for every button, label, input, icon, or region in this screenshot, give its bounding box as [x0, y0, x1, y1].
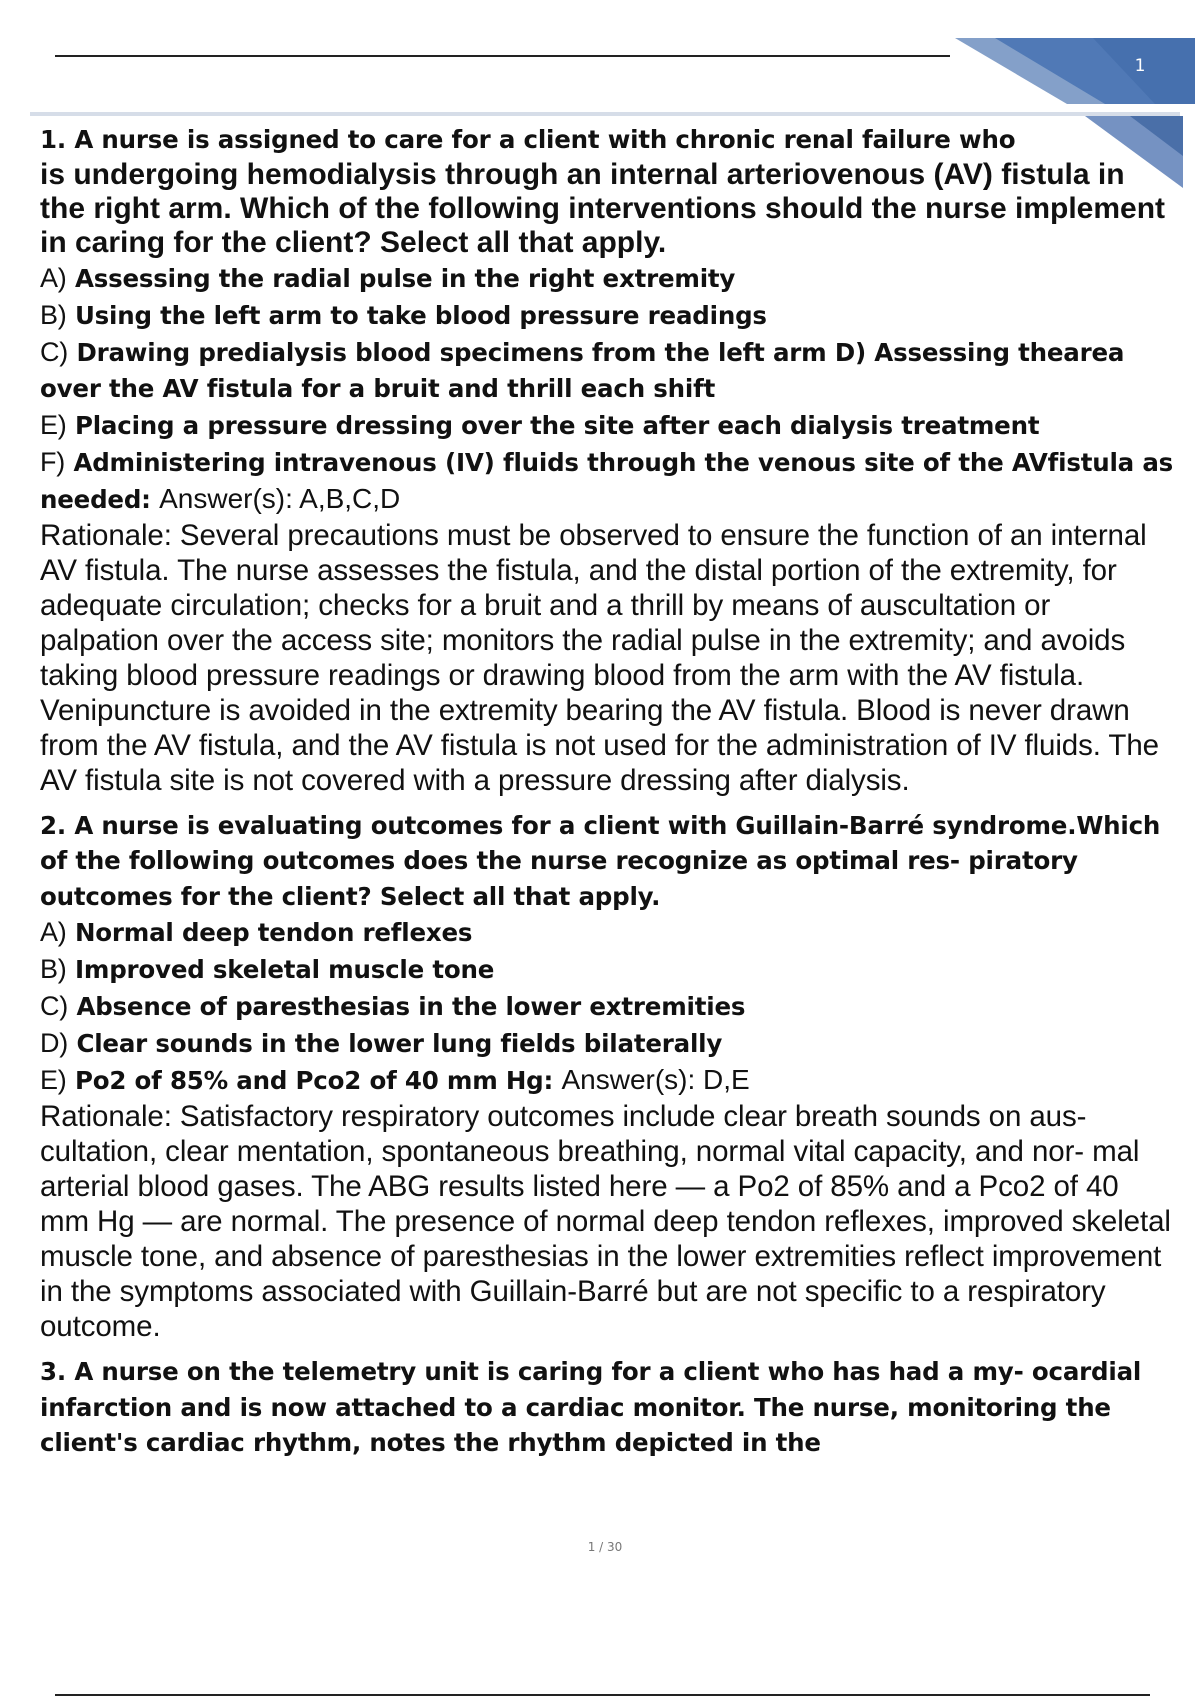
option-c: C) Absence of paresthesias in the lower extremities	[40, 991, 746, 1021]
page-counter: 1 / 30	[587, 1540, 623, 1554]
question-stem-continued: is undergoing hemodialysis through an internal arteriovenous (AV) fistula in the right arm. Which of the following interventions should the nurse implement in caring for the client? Select all that apply.	[40, 157, 1166, 259]
option-b: B) Improved skeletal muscle tone	[40, 954, 495, 984]
bottom-rule	[55, 1694, 1150, 1696]
question-number: 3.	[40, 1357, 66, 1386]
document-body	[40, 122, 1175, 1461]
option-a: A) Assessing the radial pulse in the right extremity	[40, 262, 736, 293]
rationale: Rationale: Satisfactory respiratory outcomes include clear breath sounds on aus- cultation, clear mentation, spontaneous breathing, normal vital capacity, and nor- mal arterial blood gases. The ABG results listed here — a Po2 of 85% and a Pco2 of 40 mm Hg — are normal. The presence of normal deep tendon reflexes, improved skeletal muscle tone, and absence of paresthesias in the lower extremities reflect improvement in the symptoms associated with Guillain-Barré but are not specific to a respiratory outcome.	[40, 1100, 1171, 1343]
option-b: B) Using the left arm to take blood pressure readings	[40, 299, 767, 330]
option-f: F) Administering intravenous (IV) fluids through the venous site of the AVfistula as needed: Answer(s): A,B,C,D	[40, 446, 1174, 514]
top-rule	[55, 55, 950, 57]
question-1	[40, 122, 1175, 798]
question-3	[40, 1354, 1175, 1461]
question-stem: 3. A nurse on the telemetry unit is caring for a client who has had a my- ocardial infarction and is now attached to a cardiac monitor. The nurse, monitoring the client's cardiac rhythm, notes the rhythm depicted in the	[40, 1357, 1142, 1457]
answer: Answer(s): D,E	[561, 1064, 750, 1095]
option-c: C) Drawing predialysis blood specimens from the left arm D) Assessing thearea over the AV fistula for a bruit and thrill each shift	[40, 336, 1125, 403]
question-stem: 1. A nurse is assigned to care for a client with chronic renal failure who	[40, 125, 1016, 154]
answer: Answer(s): A,B,C,D	[159, 482, 401, 514]
option-e: E) Placing a pressure dressing over the site after each dialysis treatment	[40, 409, 1040, 440]
rationale: Rationale: Several precautions must be observed to ensure the function of an internal AV fistula. The nurse assesses the fistula, and the distal portion of the extremity, for adequate circulation; checks for a bruit and a thrill by means of auscultation or palpation over the access site; monitors the radial pulse in the extremity; and avoids taking blood pressure readings or drawing blood from the arm with the AV fistula. Venipuncture is avoided in the extremity bearing the AV fistula. Blood is never drawn from the AV fistula, and the AV fistula is not used for the administration of IV fluids. The AV fistula site is not covered with a pressure dressing after dialysis.	[40, 518, 1159, 797]
option-e: E) Po2 of 85% and Pco2 of 40 mm Hg: Answer(s): D,E	[40, 1064, 750, 1095]
option-a: A) Normal deep tendon reflexes	[40, 917, 473, 947]
question-2	[40, 808, 1175, 1345]
question-number: 2.	[40, 810, 66, 840]
option-d: D) Clear sounds in the lower lung fields bilaterally	[40, 1028, 723, 1058]
question-stem: 2. A nurse is evaluating outcomes for a client with Guillain-Barré syndrome.Which of the following outcomes does the nurse recognize as optimal res- piratory outcomes for the client? Select all that apply.	[40, 810, 1161, 911]
question-number: 1.	[40, 125, 66, 154]
page-number: 1	[1134, 56, 1146, 76]
